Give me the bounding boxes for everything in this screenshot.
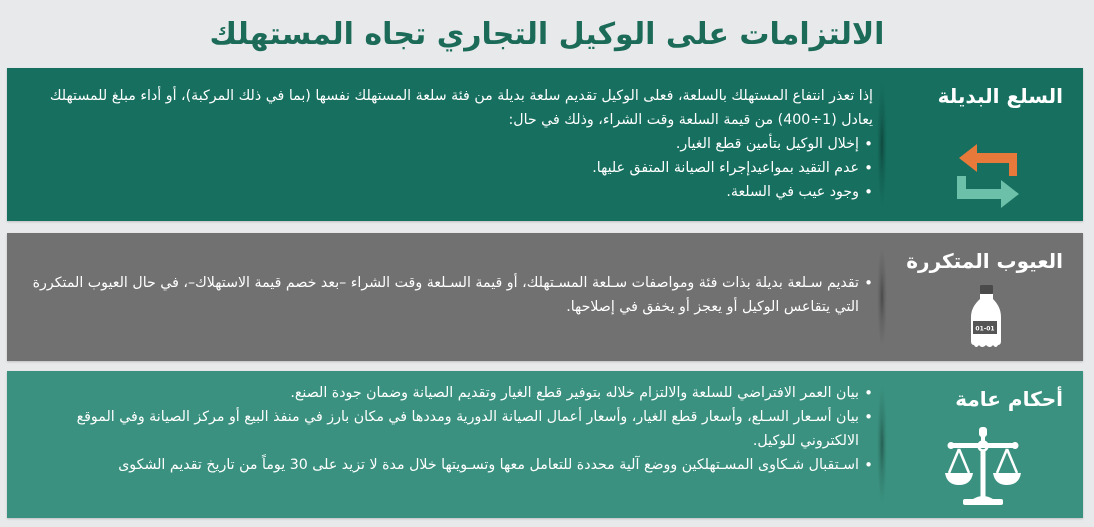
list-item: • بيان أسـعار السـلع، وأسعار قطع الغيار، وأسعار أعمال الصيانة الدورية ومددها في مكان بارز في منفذ البيع أو مركز الصيانة وفي الموقع الالكتروني للوكيل.: [21, 405, 873, 453]
section-body: [21, 381, 873, 477]
section-title: العيوب المتكررة: [906, 249, 1063, 273]
list-item: • تقديم سـلعة بديلة بذات فئة ومواصفات سـلعة المسـتهلك، أو قيمة السـلعة وقت الشراء –بعد خصم قيمة الاستهلاك–، في حال العيوب المتكررة التي يتقاعس الوكيل أو يعجز أو يخفق في إصلاحها.: [21, 271, 873, 319]
section-general-provisions: [7, 371, 1083, 518]
swap-arrows-icon: [957, 144, 1021, 208]
list-item: • إخلال الوكيل بتأمين قطع الغيار.: [21, 132, 873, 156]
section-header: [885, 371, 1083, 518]
section-repeated-defects: [7, 233, 1083, 361]
section-body: [21, 271, 873, 319]
scales-of-justice-icon: [945, 425, 1021, 509]
list-item: • اسـتقبال شـكاوى المسـتهلكين ووضع آلية محددة للتعامل معها وتسـويتها خلال مدة لا تزيد على 30 يوماً من تاريخ تقديم الشكوى: [21, 453, 873, 477]
section-title: السلع البديلة: [937, 84, 1063, 108]
section-header: [885, 68, 1083, 221]
bottle-label: 01-01: [975, 325, 995, 333]
section-substitute-goods: [7, 68, 1083, 221]
section-title: أحكام عامة: [955, 387, 1063, 411]
bottle-icon: [969, 283, 1003, 353]
bullet-list: [21, 271, 873, 319]
list-item: • وجود عيب في السلعة.: [21, 180, 873, 204]
list-item: • بيان العمر الافتراضي للسلعة والالتزام خلاله بتوفير قطع الغيار وتقديم الصيانة وضمان جودة الصنع.: [21, 381, 873, 405]
divider: [877, 385, 887, 504]
list-item: • عدم التقيد بمواعيدإجراء الصيانة المتفق عليها.: [21, 156, 873, 180]
section-header: [885, 233, 1083, 361]
section-body: [21, 84, 873, 204]
bullet-list: [21, 132, 873, 204]
page-title: الالتزامات على الوكيل التجاري تجاه المستهلك: [209, 17, 885, 52]
intro-text: إذا تعذر انتفاع المستهلك بالسلعة، فعلى الوكيل تقديم سلعة بديلة من فئة سلعة المستهلك نفسها (بما في ذلك المركبة)، أو أداء مبلغ للمستهلك يعادل (1÷400) من قيمة السلعة وقت الشراء، وذلك في حال:: [49, 88, 873, 128]
divider: [877, 82, 887, 207]
bullet-list: [21, 381, 873, 477]
divider: [877, 247, 887, 347]
